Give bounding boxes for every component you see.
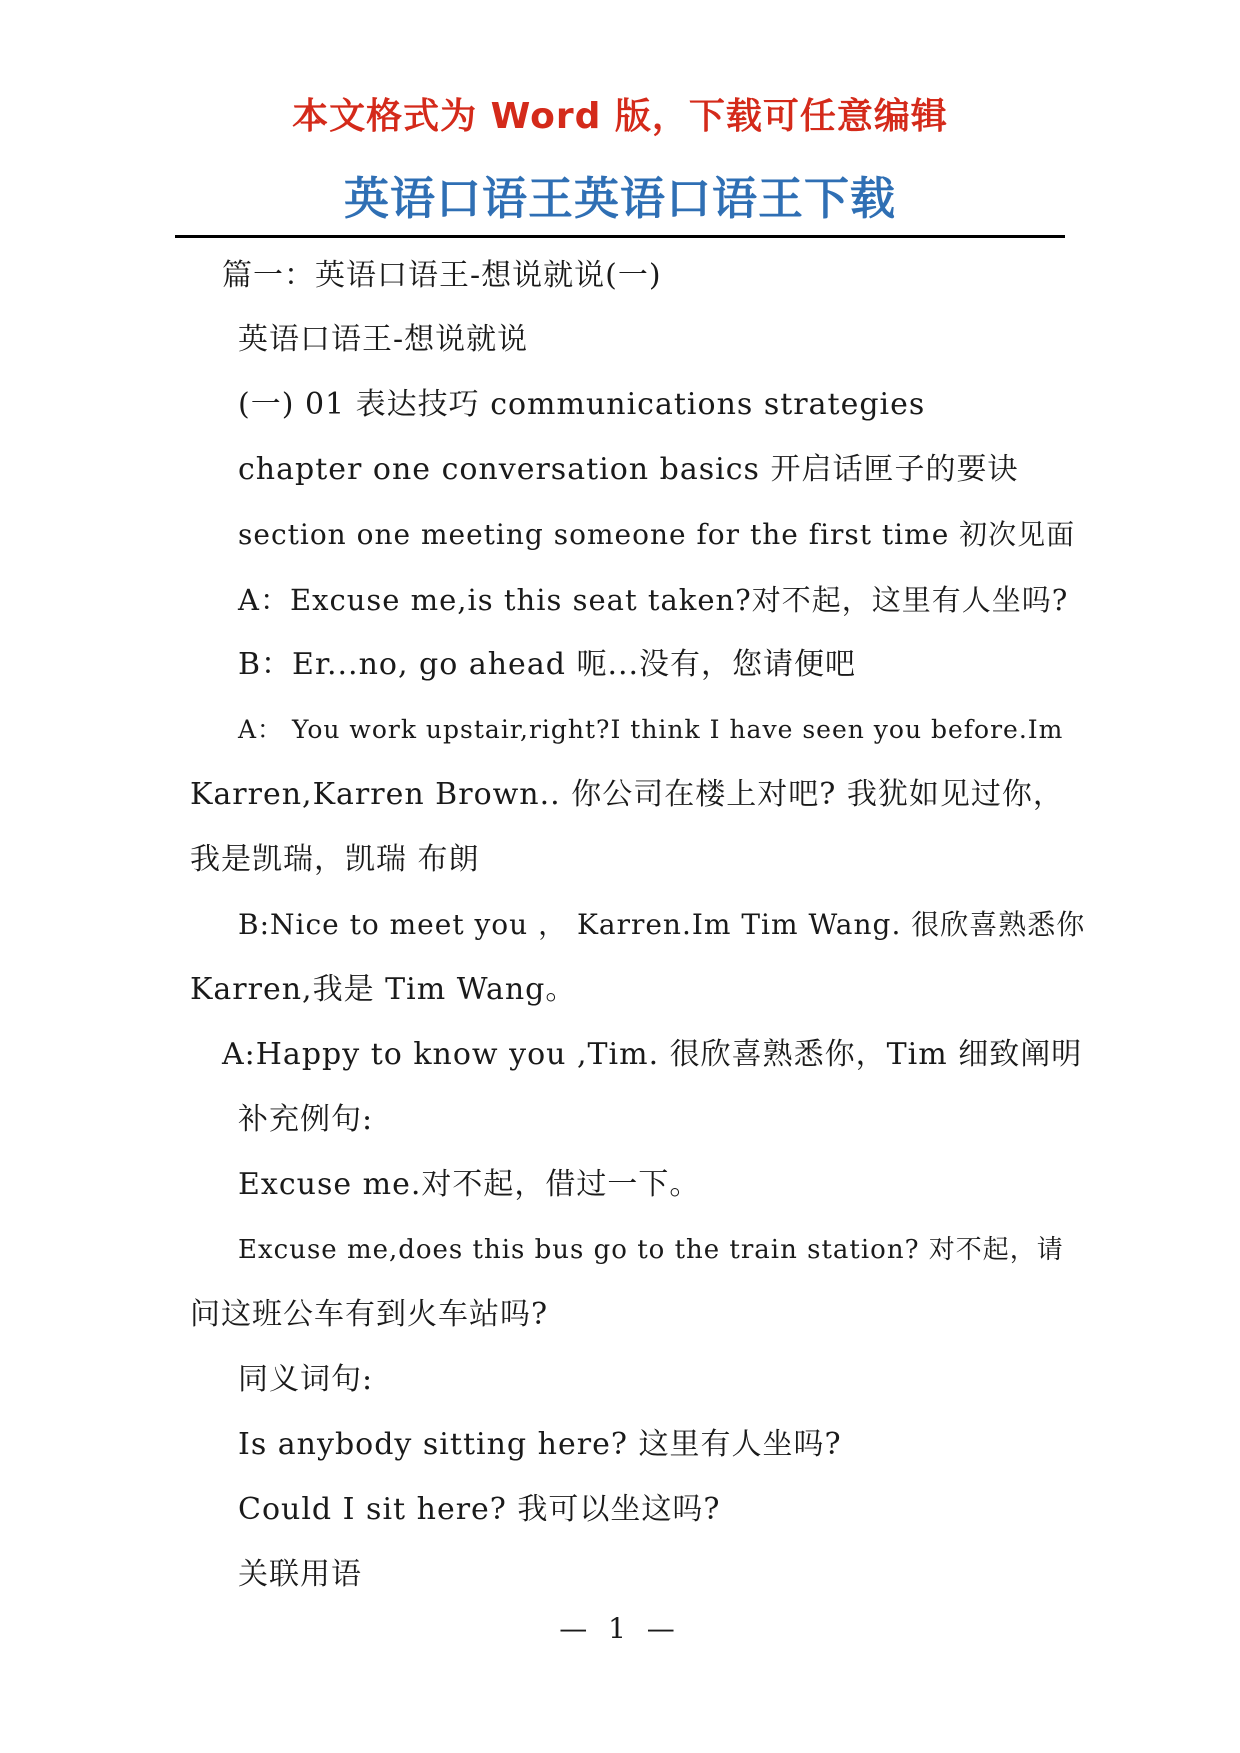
paragraph-line: 我是凯瑞，凯瑞 布朗 bbox=[190, 842, 480, 877]
paragraph-line: Karren,Karren Brown.. 你公司在楼上对吧? 我犹如见过你， bbox=[190, 777, 1064, 812]
paragraph-line: Excuse me,does this bus go to the train station? 对不起，请 bbox=[238, 1235, 1064, 1265]
document-title: 英语口语王英语口语王下载 bbox=[343, 172, 896, 225]
paragraph-line: 问这班公车有到火车站吗? bbox=[190, 1297, 549, 1332]
paragraph-line: section one meeting someone for the first time 初次见面 bbox=[238, 518, 1076, 551]
page-number: — 1 — bbox=[559, 1612, 681, 1645]
section-heading: 篇一：英语口语王-想说就说(一) bbox=[222, 258, 662, 293]
format-notice: 本文格式为 Word 版，下载可任意编辑 bbox=[292, 96, 948, 137]
paragraph-line: A：Excuse me,is this seat taken?对不起，这里有人坐吗? bbox=[238, 583, 1069, 617]
paragraph-line: Could I sit here? 我可以坐这吗? bbox=[238, 1492, 721, 1527]
paragraph-line: chapter one conversation basics 开启话匣子的要诀 bbox=[238, 452, 1019, 487]
paragraph-line: A： You work upstair,right?I think I have seen you before.Im bbox=[238, 715, 1064, 744]
title-divider bbox=[175, 235, 1065, 238]
paragraph-line: (一) 01 表达技巧 communications strategies bbox=[238, 387, 926, 422]
paragraph-line: B:Nice to meet you ， Karren.Im Tim Wang. 很欣喜熟悉你 bbox=[238, 908, 1086, 941]
paragraph-line: 同义词句: bbox=[238, 1362, 374, 1397]
paragraph-line: 关联用语 bbox=[238, 1557, 362, 1592]
paragraph-line: Excuse me.对不起，借过一下。 bbox=[238, 1167, 701, 1202]
paragraph-line: Is anybody sitting here? 这里有人坐吗? bbox=[238, 1427, 842, 1462]
paragraph-line: 补充例句: bbox=[238, 1102, 374, 1137]
paragraph-line: 英语口语王-想说就说 bbox=[238, 322, 529, 357]
paragraph-line: A:Happy to know you ,Tim. 很欣喜熟悉你，Tim 细致阐明 bbox=[222, 1037, 1083, 1072]
paragraph-line: Karren,我是 Tim Wang。 bbox=[190, 972, 577, 1007]
paragraph-line: B：Er...no, go ahead 呃...没有，您请便吧 bbox=[238, 647, 857, 682]
